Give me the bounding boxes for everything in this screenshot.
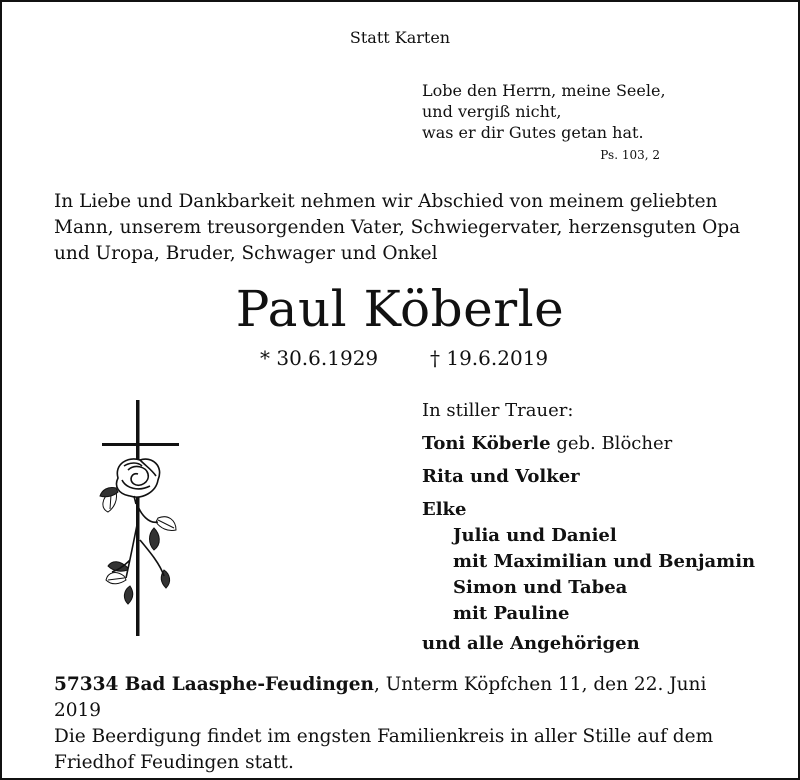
mourners-closing: und alle Angehörigen bbox=[422, 633, 640, 654]
verse-line: was er dir Gutes getan hat. bbox=[422, 123, 644, 142]
mourner-name: Julia und Daniel bbox=[453, 525, 617, 546]
mourners-heading: In stiller Trauer: bbox=[422, 400, 574, 421]
verse-line: und vergiß nicht, bbox=[422, 102, 562, 121]
bible-verse bbox=[422, 80, 666, 143]
verse-line: Lobe den Herrn, meine Seele, bbox=[422, 81, 666, 100]
mourner-line bbox=[422, 497, 755, 523]
mourners-list bbox=[422, 398, 755, 664]
mourner-sub-line bbox=[453, 523, 755, 549]
birth-date: * 30.6.1929 bbox=[260, 346, 379, 370]
mourner-line bbox=[422, 464, 755, 497]
address-line bbox=[54, 672, 754, 724]
mourner-name: mit Pauline bbox=[453, 603, 570, 624]
mourner-name: mit Maximilian und Benjamin bbox=[453, 551, 756, 572]
death-date: † 19.6.2019 bbox=[430, 346, 549, 370]
mourner-line bbox=[422, 631, 755, 664]
funeral-info: Die Beerdigung findet im engsten Familienkreis in aller Stille auf dem Friedhof Feudingen statt. bbox=[54, 726, 714, 773]
mourner-sub-line bbox=[453, 575, 755, 601]
address-rest: , Unterm Köpfchen 11, den 22. Juni 2019 bbox=[54, 674, 707, 721]
verse-reference: Ps. 103, 2 bbox=[600, 148, 660, 162]
deceased-name: Paul Köberle bbox=[235, 280, 565, 338]
cross-with-rose-icon bbox=[94, 400, 189, 640]
mourner-sub-line bbox=[453, 601, 755, 631]
address-place: 57334 Bad Laasphe-Feudingen bbox=[54, 674, 374, 695]
intro-text: In Liebe und Dankbarkeit nehmen wir Abschied von meinem geliebten Mann, unserem treusorgenden Vater, Schwiegervater, herzensguten Opa und Uropa, Bruder, Schwager und Onkel bbox=[54, 191, 741, 264]
mourner-name: Rita und Volker bbox=[422, 466, 580, 487]
mourner-name: Toni Köberle bbox=[422, 433, 551, 454]
mourner-name: Elke bbox=[422, 499, 467, 520]
mourner-maiden-name: geb. Blöcher bbox=[550, 433, 673, 454]
mourner-sub-line bbox=[453, 549, 755, 575]
mourner-name: Simon und Tabea bbox=[453, 577, 628, 598]
mourner-line bbox=[422, 431, 755, 464]
footer bbox=[54, 672, 754, 776]
header-statt-karten: Statt Karten bbox=[349, 28, 451, 47]
